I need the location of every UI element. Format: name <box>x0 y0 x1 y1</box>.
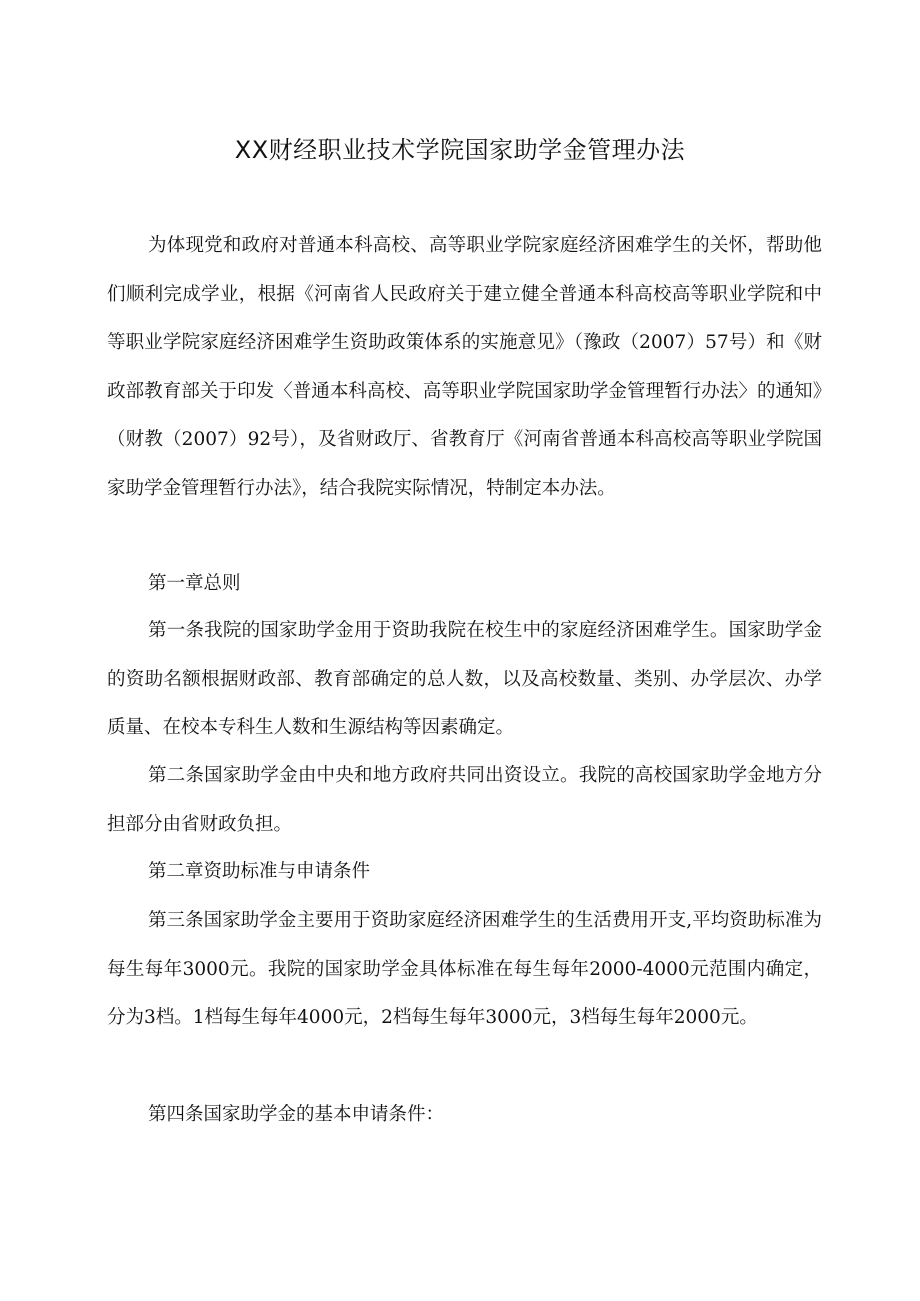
article-2-paragraph: 第二条国家助学金由中央和地方政府共同出资设立。我院的高校国家助学金地方分担部分由省财政负担。 <box>107 765 822 835</box>
intro-paragraph: 为体现党和政府对普通本科高校、高等职业学院家庭经济困难学生的关怀，帮助他们顺利完成学业，根据《河南省人民政府关于建立健全普通本科高校高等职业学院和中等职业学院家庭经济困难学生资助政策体系的实施意见》（豫政（2007）57号）和《财政部教育部关于印发〈普通本科高校、高等职业学院国家助学金管理暂行办法〉的通知》（财教（2007）92号），及省财政厅、省教育厅《河南省普通本科高校高等职业学院国家助学金管理暂行办法》，结合我院实际情况，特制定本办法。 <box>107 235 822 499</box>
chapter-2-heading: 第二章资助标准与申请条件 <box>148 861 371 882</box>
article-1-paragraph: 第一条我院的国家助学金用于资助我院在校生中的家庭经济困难学生。国家助学金的资助名额根据财政部、教育部确定的总人数，以及高校数量、类别、办学层次、办学质量、在校本专科生人数和生源结构等因素确定。 <box>107 620 822 738</box>
document-title: XX财经职业技术学院国家助学金管理办法 <box>234 136 686 164</box>
chapter-1-heading: 第一章总则 <box>148 573 241 594</box>
article-3-paragraph: 第三条国家助学金主要用于资助家庭经济困难学生的生活费用开支,平均资助标准为每生每年3000元。我院的国家助学金具体标准在每生每年2000-4000元范围内确定，分为3档。1档每生每年4000元，2档每生每年3000元，3档每生每年2000元。 <box>107 910 822 1028</box>
article-4-paragraph: 第四条国家助学金的基本申请条件： <box>148 1104 445 1125</box>
